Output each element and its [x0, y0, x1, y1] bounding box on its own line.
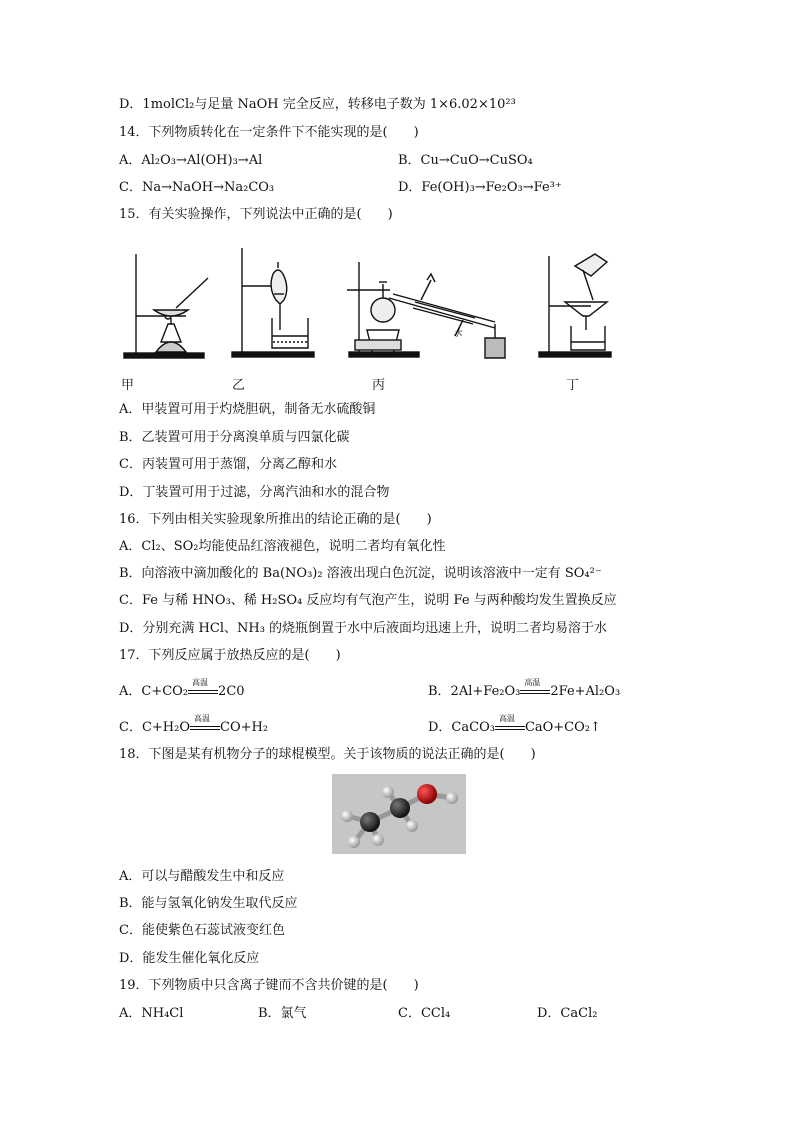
- apparatus-label-yi: 乙: [232, 378, 246, 393]
- q19-stem: 19．下列物质中只含离子键而不含共价键的是( ): [119, 978, 419, 993]
- q14-option-a: A．Al₂O₃→Al(OH)₃→Al: [119, 153, 263, 168]
- apparatus-jia-figure: [116, 246, 216, 361]
- condition-label: 高温: [524, 677, 541, 687]
- q16-stem: 16．下列由相关实验现象所推出的结论正确的是( ): [119, 512, 432, 527]
- q15-stem: 15．有关实验操作，下列说法中正确的是( ): [119, 207, 393, 222]
- q16-option-b: B．向溶液中滴加酸化的 Ba(NO₃)₂ 溶液出现白色沉淀，说明该溶液中一定有 SO₄²⁻: [119, 566, 602, 581]
- q17-a-products: 2C0: [218, 684, 245, 699]
- condition-label: 高温: [194, 713, 210, 723]
- apparatus-label-jia: 甲: [121, 378, 135, 393]
- condition-label: 高温: [192, 677, 209, 687]
- q18-stem: 18．下图是某有机物分子的球棍模型。关于该物质的说法正确的是( ): [119, 747, 536, 762]
- reaction-condition-arrow: [188, 677, 218, 698]
- q17-c-reactants: C．C+H₂O: [119, 720, 190, 735]
- apparatus-bing-figure: [345, 254, 515, 361]
- q15-option-b: B．乙装置可用于分离溴单质与四氯化碳: [119, 430, 350, 445]
- q19-option-d: D．CaCl₂: [537, 1006, 598, 1021]
- q19-option-c: C．CCl₄: [398, 1006, 451, 1021]
- q18-option-d: D．能发生催化氧化反应: [119, 951, 260, 966]
- q18-option-b: B．能与氢氧化钠发生取代反应: [119, 896, 298, 911]
- q18-option-a: A．可以与醋酸发生中和反应: [119, 869, 285, 884]
- q17-option-d: [428, 713, 601, 737]
- q17-option-b: [428, 677, 621, 701]
- q17-b-products: 2Fe+Al₂O₃: [550, 684, 621, 699]
- apparatus-label-bing: 丙: [372, 378, 386, 393]
- apparatus-yi-figure: [228, 244, 323, 361]
- q13-option-d: D．1molCl₂与足量 NaOH 完全反应，转移电子数为 1×6.02×10²³: [119, 97, 516, 112]
- q17-option-a: [119, 677, 245, 701]
- q19-option-a: A．NH₄Cl: [119, 1006, 184, 1021]
- q17-d-products: CaO+CO₂↑: [524, 720, 601, 735]
- condition-label: 高温: [498, 713, 515, 723]
- q15-option-c: C．丙装置可用于蒸馏，分离乙醇和水: [119, 457, 337, 472]
- q16-option-a: A．Cl₂、SO₂均能使品红溶液褪色，说明二者均有氧化性: [119, 539, 446, 554]
- ball-and-stick-model-figure: [332, 774, 466, 854]
- q17-a-reactants: A．C+CO₂: [119, 684, 189, 699]
- reaction-condition-arrow: [190, 713, 220, 734]
- apparatus-label-ding: 丁: [566, 378, 580, 393]
- q16-option-c: C．Fe 与稀 HNO₃、稀 H₂SO₄ 反应均有气泡产生，说明 Fe 与两种酸均发生置换反应: [119, 593, 617, 608]
- q17-option-c: [119, 713, 269, 737]
- reaction-condition-arrow: [520, 677, 550, 698]
- q15-option-d: D．丁装置可用于过滤，分离汽油和水的混合物: [119, 485, 390, 500]
- q15-option-a: A．甲装置可用于灼烧胆矾，制备无水硫酸铜: [119, 402, 376, 417]
- q14-option-d: D．Fe(OH)₃→Fe₂O₃→Fe³⁺: [398, 180, 562, 195]
- apparatus-ding-figure: [535, 246, 620, 361]
- q17-d-reactants: D．CaCO₃: [428, 720, 495, 735]
- q17-stem: 17．下列反应属于放热反应的是( ): [119, 648, 341, 663]
- q14-stem: 14．下列物质转化在一定条件下不能实现的是( ): [119, 125, 419, 140]
- q14-option-c: C．Na→NaOH→Na₂CO₃: [119, 180, 275, 195]
- q17-c-products: CO+H₂: [220, 720, 269, 735]
- reaction-condition-arrow: [495, 713, 525, 734]
- q16-option-d: D．分别充满 HCl、NH₃ 的烧瓶倒置于水中后液面均迅速上升，说明二者均易溶于水: [119, 621, 608, 636]
- water-label: 水: [453, 329, 463, 339]
- q18-option-c: C．能使紫色石蕊试液变红色: [119, 923, 285, 938]
- q14-option-b: B．Cu→CuO→CuSO₄: [398, 153, 533, 168]
- q17-b-reactants: B．2Al+Fe₂O₃: [428, 684, 521, 699]
- q19-option-b: B．氯气: [258, 1006, 307, 1021]
